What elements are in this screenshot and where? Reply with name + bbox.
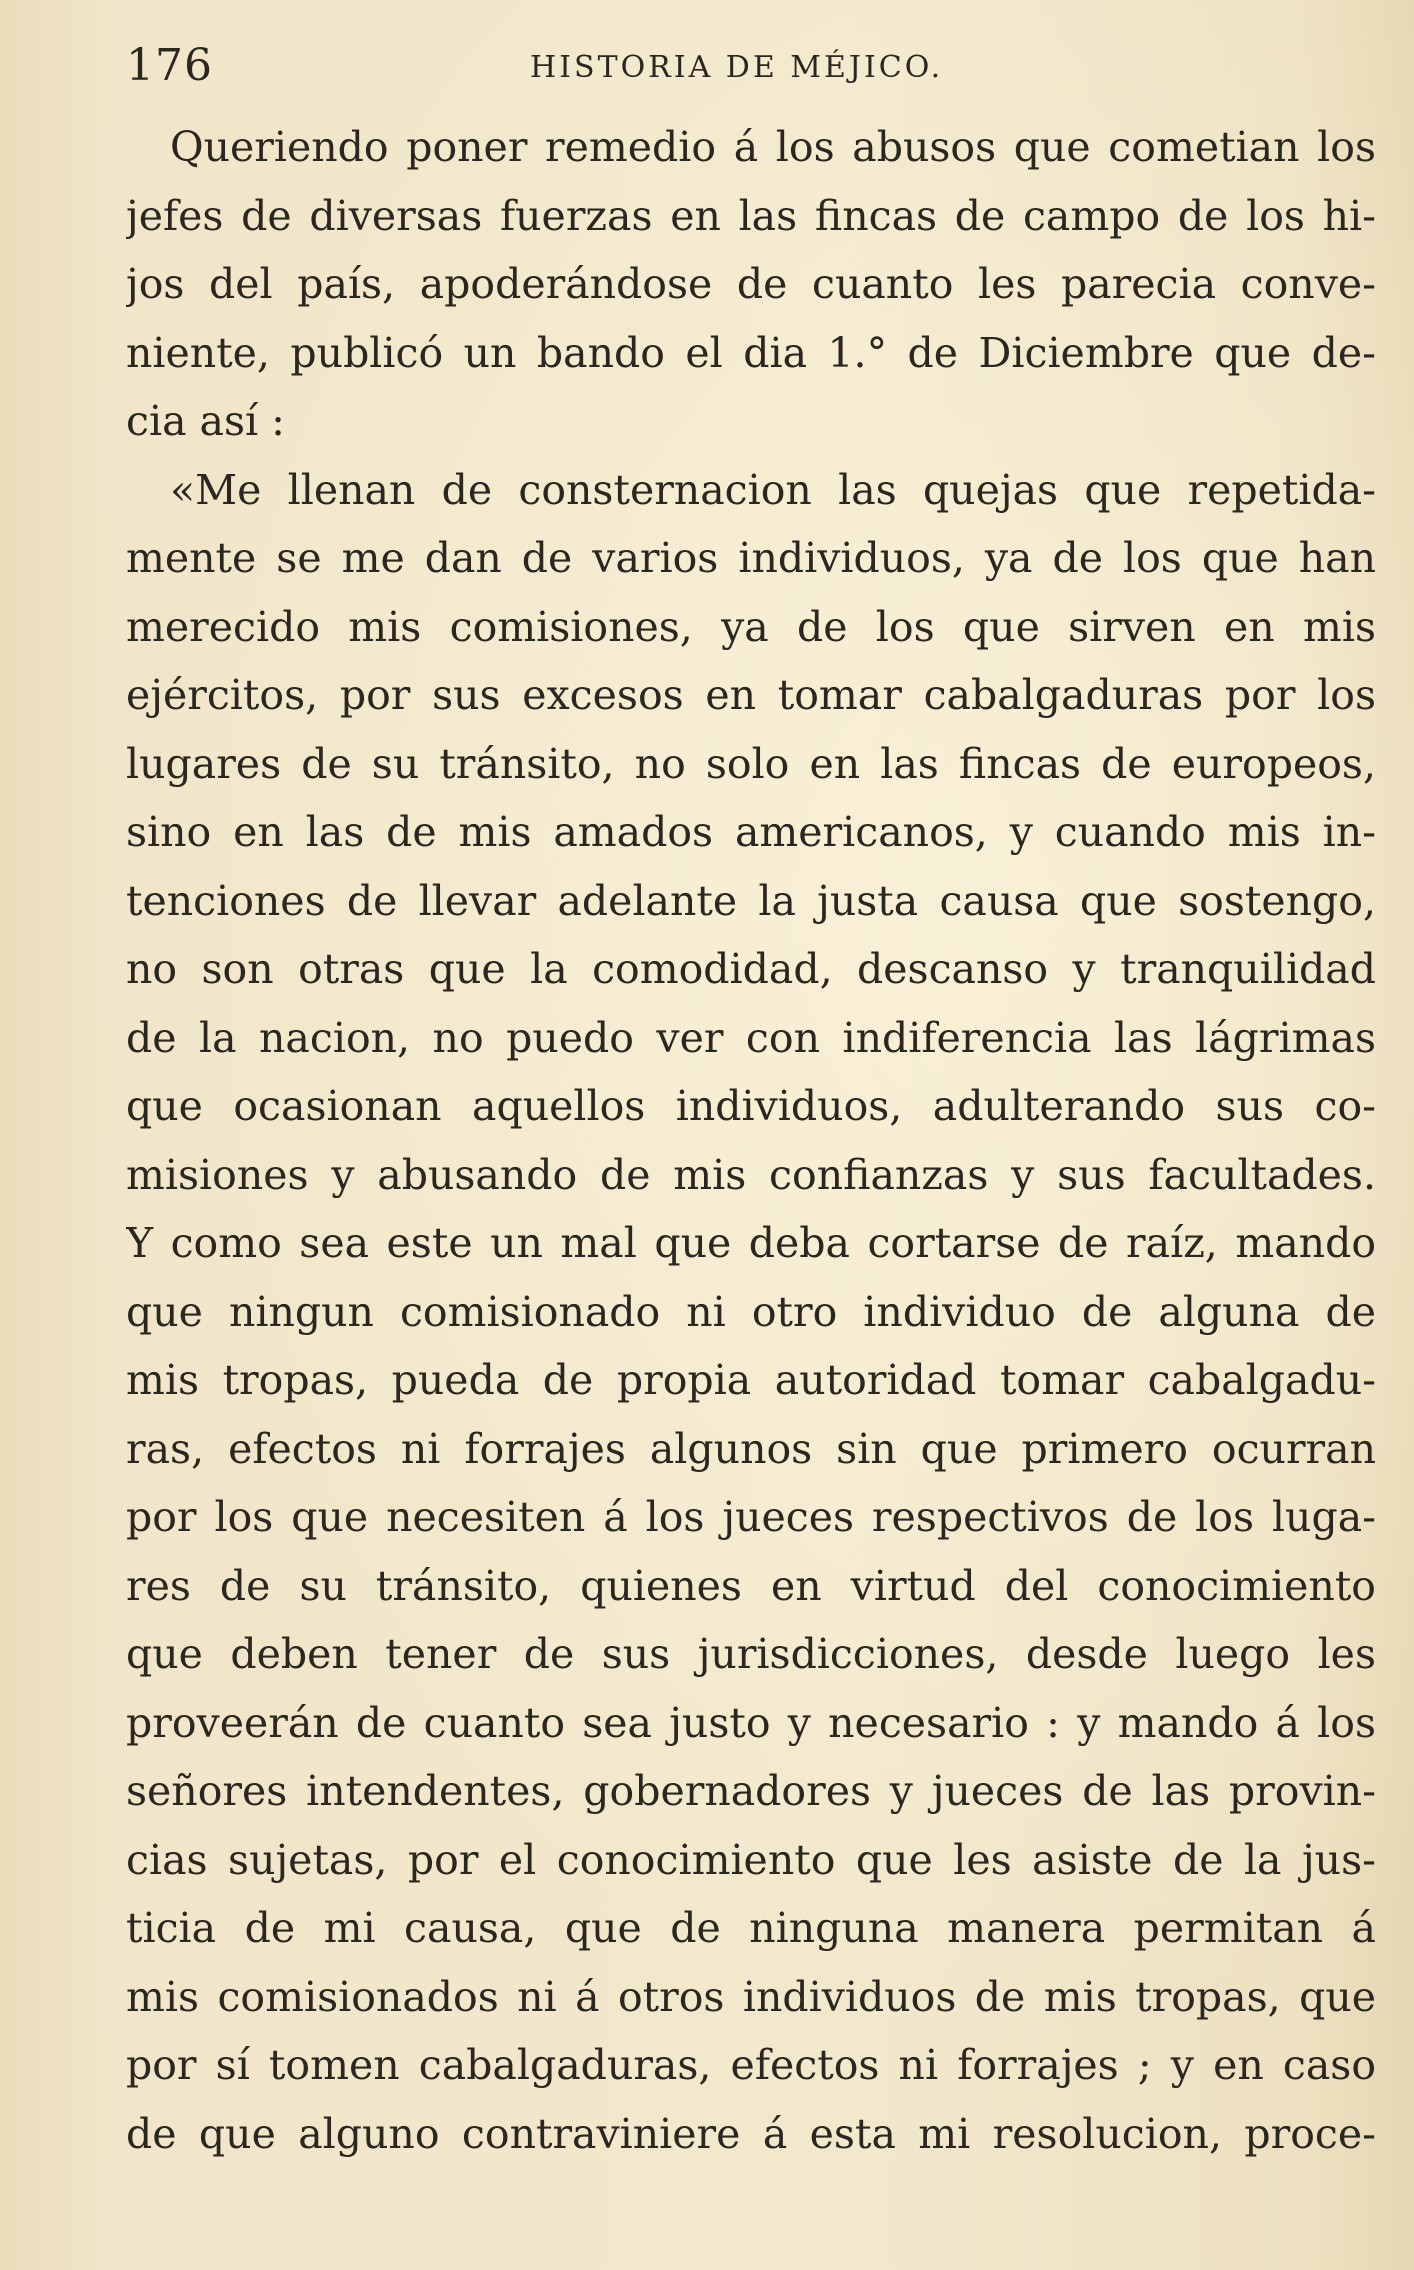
text-line: lugares de su tránsito, no solo en las fincas de europeos, [126,739,1376,788]
page-header [126,40,1366,100]
text-line: Y como sea este un mal que deba cortarse de raíz, mando [126,1219,1376,1267]
text-line: ras, efectos ni forrajes algunos sin que primero ocurran [126,1424,1376,1473]
text-line: tenciones de llevar adelante la justa causa que sostengo, [126,876,1376,925]
text-line: mis comisionados ni á otros individuos de mis tropas, que [126,1972,1376,2021]
text-line: señores intendentes, gobernadores y jueces de las provin- [126,1767,1376,1815]
text-line: niente, publicó un bando el dia 1.° de Diciembre que de- [126,328,1376,377]
text-line: Queriendo poner remedio á los abusos que cometian los [170,123,1376,171]
text-line: jos del país, apoderándose de cuanto les parecia conve- [126,260,1376,308]
text-line: que ningun comisionado ni otro individuo de alguna de [126,1287,1376,1336]
text-line: misiones y abusando de mis confianzas y sus facultades. [126,1150,1376,1199]
text-line: de que alguno contraviniere á esta mi resolucion, proce- [126,2109,1376,2158]
page-number: 176 [126,40,213,91]
text-line: jefes de diversas fuerzas en las fincas de campo de los hi- [126,191,1376,240]
running-title: HISTORIA DE MÉJICO. [530,50,944,85]
body-text [126,113,1376,2168]
text-line: res de su tránsito, quienes en virtud del conocimiento [126,1561,1376,1610]
text-line: por sí tomen cabalgaduras, efectos ni forrajes ; y en caso [126,2041,1376,2089]
text-line: ticia de mi causa, que de ninguna manera permitan á [126,1904,1376,1952]
text-line: que ocasionan aquellos individuos, adulterando sus co- [126,1082,1376,1130]
text-line: por los que necesiten á los jueces respectivos de los luga- [126,1493,1376,1541]
text-line: proveerán de cuanto sea justo y necesario : y mando á los [126,1698,1376,1747]
text-line: cia así : [126,397,285,445]
text-line: que deben tener de sus jurisdicciones, desde luego les [126,1630,1376,1678]
text-line: no son otras que la comodidad, descanso y tranquilidad [126,945,1376,993]
text-line: mis tropas, pueda de propia autoridad tomar cabalgadu- [126,1356,1376,1404]
text-line: mente se me dan de varios individuos, ya de los que han [126,534,1376,582]
text-line: «Me llenan de consternacion las quejas que repetida- [170,465,1376,514]
text-line: ejércitos, por sus excesos en tomar cabalgaduras por los [126,671,1376,719]
text-line: de la nacion, no puedo ver con indiferencia las lágrimas [126,1013,1376,1062]
text-line: sino en las de mis amados americanos, y cuando mis in- [126,808,1376,856]
text-line: cias sujetas, por el conocimiento que les asiste de la jus- [126,1835,1376,1884]
text-line: merecido mis comisiones, ya de los que sirven en mis [126,602,1376,651]
